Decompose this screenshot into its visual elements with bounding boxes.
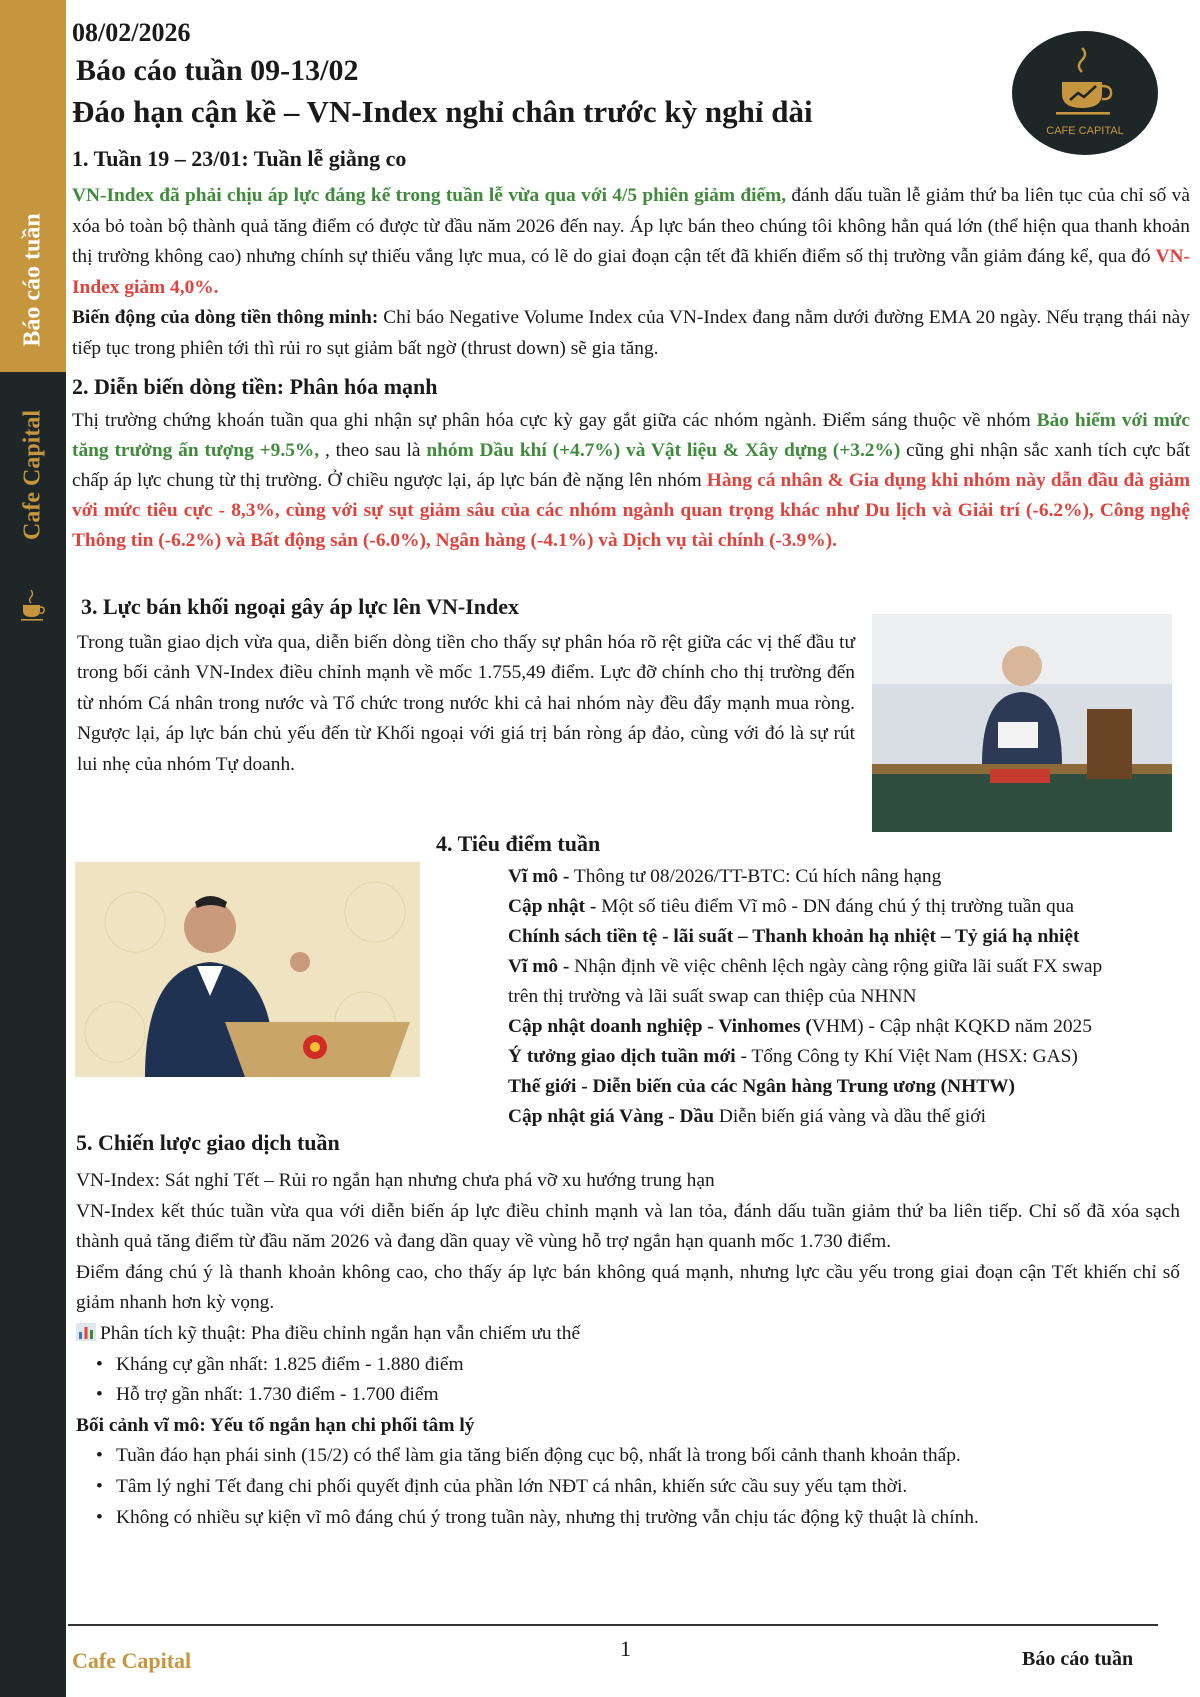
focus-item-label: Cập nhật doanh nghiệp - Vinhomes ( <box>508 1016 812 1037</box>
macro-heading: Bối cảnh vĩ mô: Yếu tố ngắn hạn chi phối tâm lý <box>76 1414 475 1436</box>
section2-heading: 2. Diễn biến dòng tiền: Phân hóa mạnh <box>72 374 438 399</box>
focus-item <box>508 986 916 1008</box>
section5-body <box>76 1166 1180 1533</box>
focus-item-text: Nhận định về việc chênh lệch ngày càng rộng giữa lãi suất FX swap <box>569 956 1103 977</box>
focus-item-label: Ý tưởng giao dịch tuần mới <box>508 1046 736 1067</box>
logo-text: CAFE CAPITAL <box>1046 125 1124 137</box>
section1-text: đánh dấu tuần lễ giảm thứ ba liên tục của chỉ số và xóa bỏ toàn bộ thành quả tăng điểm có được từ đầu năm 2026 đến nay. Áp lực bán theo chúng tôi không hẳn quá lớn (thể hiện qua thanh khoản thị trường không cao) nhưng chính sự thiếu vắng lực mua, có lẽ do giai đoạn cận tết đã khiến điểm số thị trường vẫn giảm đáng kể, qua đó <box>72 185 1190 268</box>
section3-body <box>77 628 855 780</box>
section2-red1: Hàng cá nhân & Gia dụng khi nhóm này dẫn đầu đà giảm với mức tiêu cực - 8,3%, cùng với sự sụt giảm sâu của các nhóm ngành quan trọng khác như Du lịch và Giải trí (-6.2%), Công nghệ Thông tin (-6.2%) và Bất động sản (-6.0%), Ngân hàng (-4.1%) và Dịch vụ tài chính (-3.9%). <box>72 470 1190 551</box>
tech-heading: Phân tích kỹ thuật: Pha điều chỉnh ngắn hạn vẫn chiếm ưu thế <box>100 1322 581 1344</box>
section2-text3: cũng ghi nhận sắc xanh tích cực bất chấp áp lực chung từ thị trường. Ở chiều ngược lại, áp lực bán đè nặng lên nhóm <box>72 440 1190 491</box>
footer-divider <box>68 1624 1158 1626</box>
macro-list <box>76 1441 1180 1533</box>
list-item: • Kháng cự gần nhất: 1.825 điểm - 1.880 điểm <box>76 1350 1180 1381</box>
focus-item <box>508 1076 1015 1098</box>
focus-item-label: Vĩ mô - <box>508 956 570 977</box>
focus-item <box>508 1016 1092 1038</box>
speaker-photo-left <box>75 862 420 1077</box>
list-item: • Hỗ trợ gần nhất: 1.730 điểm - 1.700 điểm <box>76 1380 1180 1411</box>
page-number: 1 <box>620 1636 631 1661</box>
bar-chart-icon <box>76 1323 96 1341</box>
strategy-subtitle: VN-Index: Sát nghỉ Tết – Rủi ro ngắn hạn nhưng chưa phá vỡ xu hướng trung hạn <box>76 1170 715 1191</box>
section1-body <box>72 181 1190 365</box>
focus-item-label: Cập nhật giá Vàng - Dầu <box>508 1106 714 1127</box>
section2-paragraph <box>72 406 1190 556</box>
section1-red-highlight: VN-Index giảm 4,0%. <box>72 246 1190 298</box>
focus-item <box>508 1046 1078 1068</box>
section1-heading: 1. Tuần 19 – 23/01: Tuần lễ giằng co <box>72 146 407 171</box>
footer-brand: Cafe Capital <box>72 1648 192 1673</box>
cafe-capital-logo <box>1010 30 1160 156</box>
focus-item-label: Thế giới - Diễn biến của các Ngân hàng Trung ương (NHTW) <box>508 1076 1015 1097</box>
section5-heading: 5. Chiến lược giao dịch tuần <box>76 1130 340 1155</box>
focus-item-text: Diễn biến giá vàng và dầu thế giới <box>714 1106 986 1127</box>
smart-money-text: Chỉ báo Negative Volume Index của VN-Index đang nằm dưới đường EMA 20 ngày. Nếu trạng thái này tiếp tục trong phiên tới thì rủi ro sụt giảm bất ngờ (thrust down) sẽ gia tăng. <box>72 307 1190 359</box>
focus-item-label: Chính sách tiền tệ - lãi suất – Thanh khoản hạ nhiệt – Tỷ giá hạ nhiệt <box>508 926 1080 947</box>
sidebar-report-label: Báo cáo tuần <box>19 213 46 347</box>
strategy-paragraph2: Điểm đáng chú ý là thanh khoản không cao, cho thấy áp lực bán không quá mạnh, nhưng lực cầu yếu trong giai đoạn cận Tết khiến chỉ số giảm nhanh hơn kỳ vọng. <box>76 1261 1180 1314</box>
focus-item-label: Vĩ mô - <box>508 866 570 887</box>
section2-green1: Bảo hiểm với mức tăng trưởng ấn tượng +9.5%, <box>72 410 1191 461</box>
list-item: • Tuần đáo hạn phái sinh (15/2) có thể làm gia tăng biến động cục bộ, nhất là trong bối cảnh thanh khoản thấp. <box>76 1441 1160 1472</box>
section2-body <box>72 406 1190 556</box>
section3-heading: 3. Lực bán khối ngoại gây áp lực lên VN-Index <box>81 594 519 619</box>
left-sidebar <box>0 0 66 1697</box>
focus-item-text: VHM) - Cập nhật KQKD năm 2025 <box>811 1016 1092 1037</box>
footer-label: Báo cáo tuần <box>1022 1648 1134 1670</box>
focus-item-text: Thông tư 08/2026/TT-BTC: Cú hích nâng hạng <box>569 866 942 887</box>
focus-item <box>508 956 1102 978</box>
focus-item <box>508 1106 986 1128</box>
section1-paragraph2 <box>72 303 1190 364</box>
tech-list <box>76 1350 1180 1411</box>
cup-icon <box>18 588 48 624</box>
focus-item-label: Cập nhật - <box>508 896 597 917</box>
headline: Đáo hạn cận kề – VN-Index nghỉ chân trước kỳ nghỉ dài <box>72 94 813 129</box>
sidebar-brand-label: Cafe Capital <box>19 410 46 540</box>
focus-item <box>508 896 1074 918</box>
report-title: Báo cáo tuần 09-13/02 <box>76 54 359 87</box>
report-date: 08/02/2026 <box>72 18 191 47</box>
tech-heading-line <box>76 1319 1180 1350</box>
section4-heading: 4. Tiêu điểm tuần <box>436 831 601 856</box>
section2-green2: nhóm Dầu khí (+4.7%) và Vật liệu & Xây dựng (+3.2%) <box>426 440 901 461</box>
smart-money-label: Biến động của dòng tiền thông minh: <box>72 307 379 329</box>
list-item: • Không có nhiều sự kiện vĩ mô đáng chú ý trong tuần này, nhưng thị trường vẫn chịu tác động kỹ thuật là chính. <box>76 1503 1160 1534</box>
focus-item <box>508 926 1079 948</box>
section1-highlight: VN-Index đã phải chịu áp lực đáng kể trong tuần lễ vừa qua với 4/5 phiên giảm điểm, <box>72 185 787 206</box>
list-item: • Tâm lý nghỉ Tết đang chi phối quyết định của phần lớn NĐT cá nhân, khiến sức cầu suy yếu tạm thời. <box>76 1472 1160 1503</box>
focus-item <box>508 866 941 888</box>
speaker-photo-right <box>872 614 1172 832</box>
focus-item-text: - Tổng Công ty Khí Việt Nam (HSX: GAS) <box>735 1046 1078 1067</box>
section2-text1: Thị trường chứng khoán tuần qua ghi nhận sự phân hóa cực kỳ gay gắt giữa các nhóm ngành. Điểm sáng thuộc về nhóm <box>72 410 1037 431</box>
focus-item-text: Một số tiêu điểm Vĩ mô - DN đáng chú ý thị trường tuần qua <box>596 896 1075 917</box>
section1-paragraph1 <box>72 181 1190 303</box>
section2-text2: , theo sau là <box>319 440 427 461</box>
section3-paragraph: Trong tuần giao dịch vừa qua, diễn biến dòng tiền cho thấy sự phân hóa rõ rệt giữa các vị thế đầu tư trong bối cảnh VN-Index điều chỉnh mạnh về mốc 1.755,49 điểm. Lực đỡ chính cho thị trường đến từ nhóm Cá nhân trong nước và Tổ chức trong nước khi cả hai nhóm này đều đẩy mạnh mua ròng. Ngược lại, áp lực bán chủ yếu đến từ Khối ngoại với giá trị bán ròng áp đảo, cùng với đó là sự rút lui nhẹ của nhóm Tự doanh. <box>77 632 855 775</box>
focus-item-text: trên thị trường và lãi suất swap can thiệp của NHNN <box>508 986 917 1007</box>
strategy-paragraph1: VN-Index kết thúc tuần vừa qua với diễn biến áp lực điều chỉnh mạnh và lan tỏa, đánh dấu tuần giảm thứ ba liên tiếp. Chỉ số đã xóa sạch thành quả tăng điểm từ đầu năm 2026 và đang dần quay về vùng hỗ trợ ngắn hạn quanh mốc 1.730 điểm. <box>76 1200 1180 1253</box>
page-content <box>72 0 1190 1697</box>
